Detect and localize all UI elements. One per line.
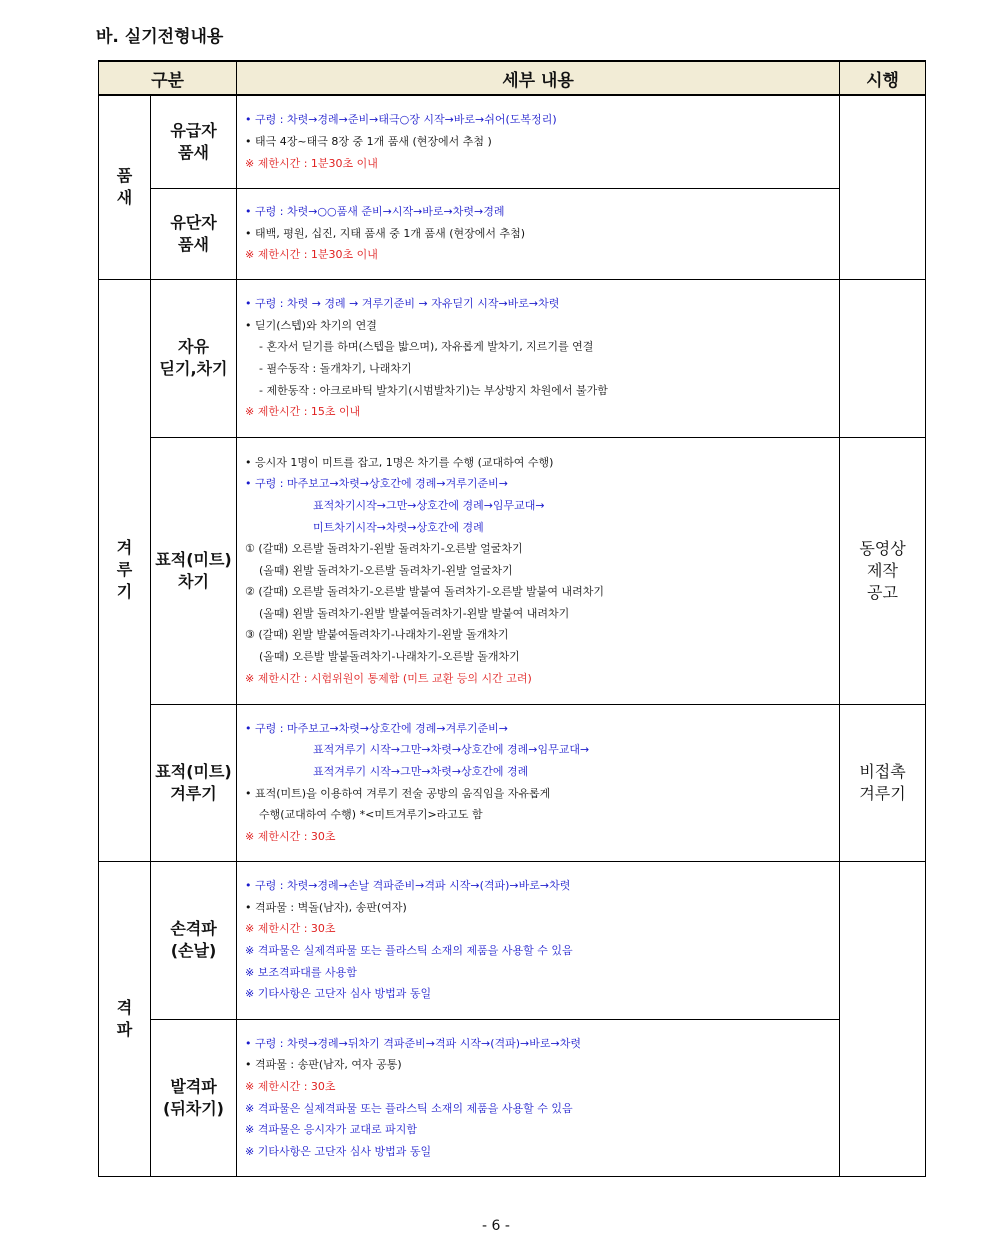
- section-heading: 바. 실기전형내용: [96, 27, 224, 47]
- sub-label: 유단자: [170, 212, 217, 232]
- detail-cell: [237, 437, 840, 704]
- note-line: 제작: [867, 560, 898, 580]
- time-limit-line: ※ 제한시간 : 30초: [245, 1079, 336, 1093]
- command-line: • 구령 : 차렷→○○품새 준비→시작→바로→차렷→경례: [245, 205, 505, 219]
- group-char: 파: [116, 1019, 133, 1039]
- time-limit-line: ※ 제한시간 : 30초: [245, 922, 336, 936]
- notice-line: ※ 격파물은 실제격파물 또는 플라스틱 소재의 제품을 사용할 수 있음: [245, 1101, 573, 1115]
- table-row: [99, 279, 926, 437]
- notice-line: ※ 보조격파대를 사용함: [245, 965, 357, 979]
- time-limit-line: ※ 제한시간 : 30초: [245, 829, 336, 843]
- sub-label: 차기: [178, 571, 209, 591]
- sub-label: 표적(미트): [155, 761, 232, 781]
- header-details: 세부 내용: [237, 61, 840, 95]
- conduct-cell-empty: [840, 861, 926, 1176]
- detail-line: • 응시자 1명이 미트를 잡고, 1명은 차기를 수행 (교대하여 수행): [245, 455, 554, 469]
- note-line: 겨루기: [859, 783, 906, 803]
- table-row: [99, 1019, 926, 1176]
- sub-category-foot-break: [151, 1019, 237, 1176]
- detail-line: • 격파물 : 송판(남자, 여자 공통): [245, 1058, 402, 1072]
- note-line: 공고: [867, 582, 898, 602]
- detail-cell: [237, 279, 840, 437]
- detail-cell: [237, 861, 840, 1019]
- sub-label: (손날): [170, 941, 217, 960]
- detail-line: • 격파물 : 벽돌(남자), 송판(여자): [245, 900, 407, 914]
- sub-label: 유급자: [170, 120, 217, 140]
- table-header-row: [99, 61, 926, 95]
- sub-label: 표적(미트): [155, 549, 232, 569]
- conduct-cell-video: [840, 437, 926, 704]
- command-line: • 구령 : 마주보고→차렷→상호간에 경례→겨루기준비→: [245, 477, 508, 491]
- group-poomsae: [99, 95, 151, 279]
- command-line: • 구령 : 차렷→경례→뒤차기 격파준비→격파 시작→(격파)→바로→차렷: [245, 1036, 581, 1050]
- detail-line: ② (갈때) 오른발 돌려차기-오른발 발붙여 돌려차기-오른발 발붙여 내려차기: [245, 585, 605, 599]
- detail-cell: [237, 1019, 840, 1176]
- header-conduct: 시행: [840, 61, 926, 95]
- group-char: 루: [116, 560, 133, 579]
- conduct-cell-noncontact: [840, 704, 926, 861]
- group-gyeorugi: [99, 279, 151, 861]
- table-row: [99, 188, 926, 279]
- sub-label: 발격파: [170, 1076, 217, 1096]
- sub-label: 손격파: [170, 919, 217, 938]
- notice-line: ※ 기타사항은 고단자 심사 방법과 동일: [245, 1144, 432, 1158]
- sub-category-hand-break: [151, 861, 237, 1019]
- conduct-cell-empty: [840, 95, 926, 279]
- group-char: 겨: [116, 538, 133, 557]
- group-char: 기: [116, 582, 133, 601]
- command-line: 표적차기시작→그만→상호간에 경례→임무교대→: [313, 498, 545, 512]
- time-limit-line: ※ 제한시간 : 시험위원이 통제함 (미트 교환 등의 시간 고려): [245, 671, 532, 685]
- detail-line: (올때) 왼발 돌려차기-왼발 발붙여돌려차기-왼발 발붙여 내려차기: [259, 606, 570, 620]
- detail-line: • 딛기(스텝)와 차기의 연결: [245, 318, 377, 332]
- group-char: 격: [116, 997, 133, 1017]
- detail-line: - 혼자서 딛기를 하며(스텝을 밟으며), 자유롭게 발차기, 지르기를 연결: [259, 340, 594, 354]
- group-char: 새: [116, 188, 133, 208]
- notice-line: ※ 격파물은 응시자가 교대로 파지함: [245, 1123, 417, 1137]
- command-line: 미트차기시작→차렷→상호간에 경례: [313, 520, 484, 534]
- header-category: 구분: [99, 61, 237, 95]
- group-char: 품: [116, 166, 133, 186]
- conduct-cell-empty: [840, 279, 926, 437]
- time-limit-line: ※ 제한시간 : 1분30초 이내: [245, 248, 378, 262]
- command-line: 표적겨루기 시작→그만→차렷→상호간에 경례→임무교대→: [313, 743, 590, 757]
- sub-category-kup-poomsae: [151, 95, 237, 188]
- detail-line: - 필수동작 : 돌개차기, 나래차기: [259, 362, 412, 375]
- table-row: [99, 861, 926, 1019]
- sub-category-mitt-sparring: [151, 704, 237, 861]
- time-limit-line: ※ 제한시간 : 1분30초 이내: [245, 156, 378, 170]
- sub-category-dan-poomsae: [151, 188, 237, 279]
- command-line: • 구령 : 마주보고→차렷→상호간에 경례→겨루기준비→: [245, 721, 508, 735]
- table-row: [99, 437, 926, 704]
- sub-category-free-step-kick: [151, 279, 237, 437]
- command-line: 표적겨루기 시작→그만→차렷→상호간에 경례: [313, 764, 529, 778]
- sub-label: 품새: [178, 234, 209, 254]
- sub-label: 겨루기: [170, 783, 217, 803]
- detail-cell: [237, 95, 840, 188]
- exam-content-table: [98, 60, 926, 1177]
- command-line: • 구령 : 차렷→경례→준비→태극○장 시작→바로→쉬어(도복정리): [245, 113, 557, 127]
- sub-label: 딛기,차기: [159, 359, 228, 378]
- table-row: [99, 704, 926, 861]
- notice-line: ※ 격파물은 실제격파물 또는 플라스틱 소재의 제품을 사용할 수 있음: [245, 944, 573, 957]
- group-gyeokpa: [99, 861, 151, 1176]
- page-number: - 6 -: [482, 1218, 510, 1234]
- time-limit-line: ※ 제한시간 : 15초 이내: [245, 405, 361, 419]
- detail-line: - 제한동작 : 아크로바틱 발차기(시범발차기)는 부상방지 차원에서 불가함: [259, 383, 608, 397]
- detail-line: ① (갈때) 오른발 돌려차기-왼발 돌려차기-오른발 얼굴차기: [245, 542, 523, 556]
- table-row: [99, 95, 926, 188]
- note-line: 비접촉: [859, 761, 906, 781]
- detail-line: • 표적(미트)을 이용하여 겨루기 전술 공방의 움직임을 자유롭게: [245, 786, 551, 800]
- note-line: 동영상: [859, 538, 906, 558]
- detail-line: ③ (갈때) 왼발 발붙여돌려차기-나래차기-왼발 돌개차기: [245, 628, 509, 642]
- detail-line: (올때) 왼발 돌려차기-오른발 돌려차기-왼발 얼굴차기: [259, 563, 513, 577]
- detail-cell: [237, 188, 840, 279]
- detail-line: • 태극 4장~태극 8장 중 1개 품새 (현장에서 추첨 ): [245, 134, 492, 148]
- sub-label: (뒤차기): [163, 1098, 224, 1118]
- command-line: • 구령 : 차렷 → 경례 → 겨루기준비 → 자유딛기 시작→바로→차렷: [245, 297, 560, 311]
- sub-label: 자유: [178, 337, 209, 356]
- sub-label: 품새: [178, 142, 209, 162]
- detail-line: 수행(교대하여 수행) *<미트겨루기>라고도 함: [259, 808, 483, 822]
- detail-line: • 태백, 평원, 십진, 지태 품새 중 1개 품새 (현장에서 추첨): [245, 226, 526, 240]
- sub-category-mitt-kick: [151, 437, 237, 704]
- notice-line: ※ 기타사항은 고단자 심사 방법과 동일: [245, 987, 432, 1001]
- detail-cell: [237, 704, 840, 861]
- detail-line: (올때) 오른발 발붙돌려차기-나래차기-오른발 돌개차기: [259, 650, 520, 664]
- command-line: • 구령 : 차렷→경례→손날 격파준비→격파 시작→(격파)→바로→차렷: [245, 879, 571, 893]
